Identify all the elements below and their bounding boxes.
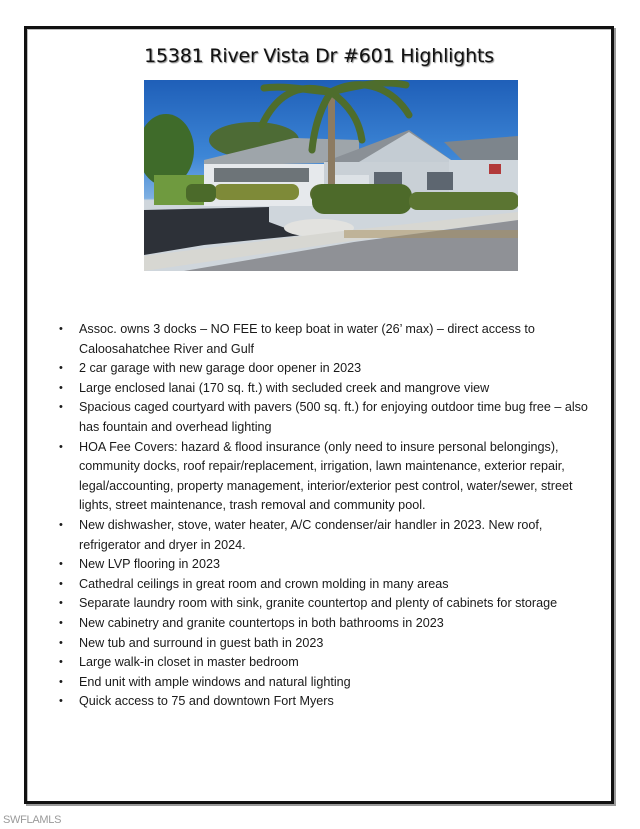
list-item: • New cabinetry and granite countertops in both bathrooms in 2023 — [71, 614, 601, 634]
list-item: • Spacious caged courtyard with pavers (500 sq. ft.) for enjoying outdoor time bug free – also has fountain and overhead lighting — [71, 398, 601, 437]
list-item: • Large walk-in closet in master bedroom — [71, 653, 601, 673]
document-frame — [24, 26, 614, 804]
page-title: 15381 River Vista Dr #601 Highlights — [144, 45, 494, 67]
list-item: • HOA Fee Covers: hazard & flood insurance (only need to insure personal belongings), community docks, roof repair/replacement, irrigation, lawn maintenance, exterior repair, legal/accounting, property management, interior/exterior pest control, water/sewer, street lights, street maintenance, trash removal and community pool. — [71, 438, 601, 516]
mls-watermark: SWFLAMLS — [3, 814, 62, 826]
list-item: • New LVP flooring in 2023 — [71, 555, 601, 575]
highlights-list — [71, 320, 601, 712]
list-item: • Cathedral ceilings in great room and crown molding in many areas — [71, 575, 601, 595]
list-item: • End unit with ample windows and natural lighting — [71, 673, 601, 693]
list-item: • Assoc. owns 3 docks – NO FEE to keep boat in water (26’ max) – direct access to Caloosahatchee River and Gulf — [71, 320, 601, 359]
list-item: • Quick access to 75 and downtown Fort Myers — [71, 692, 601, 712]
list-item: • New tub and surround in guest bath in 2023 — [71, 634, 601, 654]
list-item: • 2 car garage with new garage door opener in 2023 — [71, 359, 601, 379]
house-exterior-photo — [144, 80, 518, 271]
list-item: • Large enclosed lanai (170 sq. ft.) with secluded creek and mangrove view — [71, 379, 601, 399]
list-item: • New dishwasher, stove, water heater, A/C condenser/air handler in 2023. New roof, refrigerator and dryer in 2024. — [71, 516, 601, 555]
list-item: • Separate laundry room with sink, granite countertop and plenty of cabinets for storage — [71, 594, 601, 614]
